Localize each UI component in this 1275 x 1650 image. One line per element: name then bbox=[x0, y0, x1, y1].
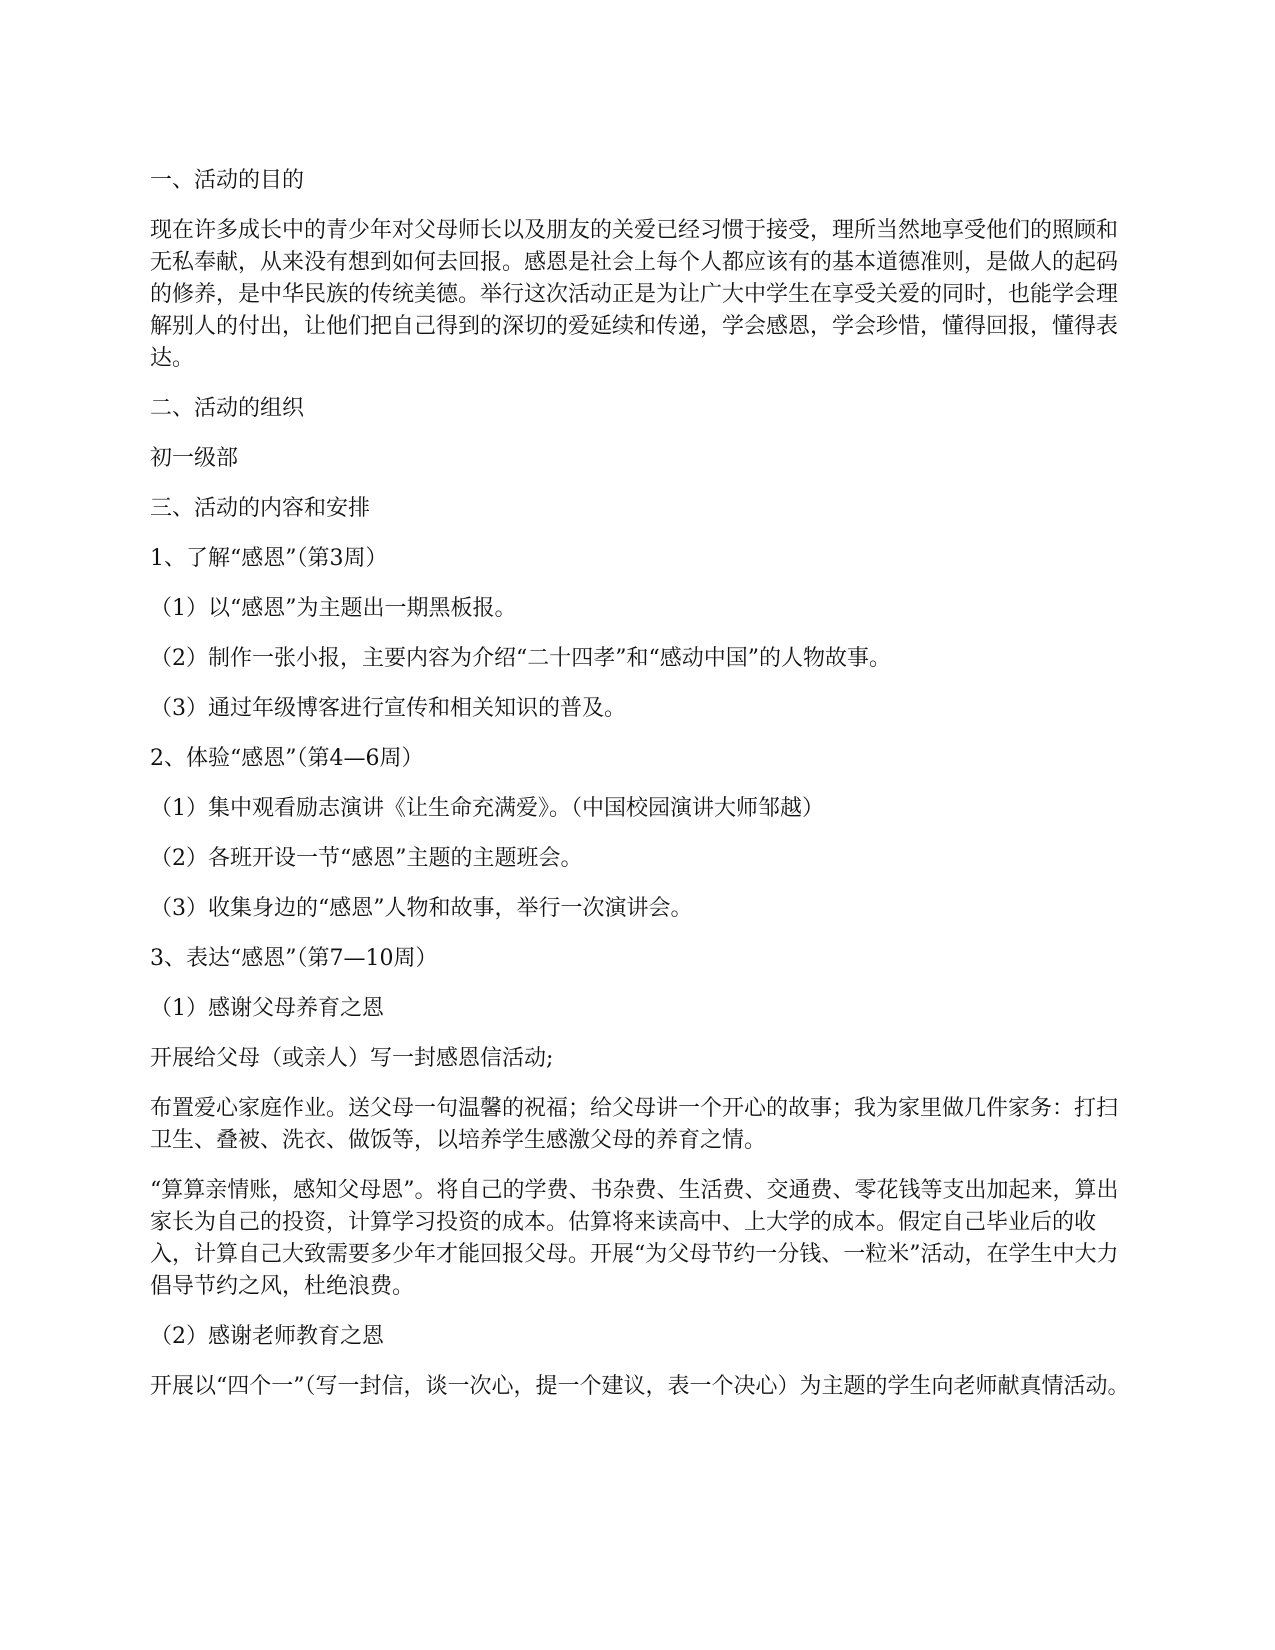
list-item: （2）各班开设一节“感恩”主题的主题班会。 bbox=[150, 846, 583, 871]
section-heading-purpose: 一、活动的目的 bbox=[150, 168, 305, 193]
list-item: （3）收集身边的“感恩”人物和故事，举行一次演讲会。 bbox=[150, 896, 693, 921]
list-item: （1）集中观看励志演讲《让生命充满爱》。（中国校园演讲大师邹越） bbox=[150, 796, 824, 821]
body-paragraph: 开展给父母（或亲人）写一封感恩信活动; bbox=[150, 1046, 554, 1071]
body-paragraph: 开展以“四个一”（写一封信，谈一次心，提一个建议，表一个决心）为主题的学生向老师献真情活动。 bbox=[150, 1374, 1130, 1399]
document-body bbox=[150, 165, 1130, 1421]
section-heading-content: 三、活动的内容和安排 bbox=[150, 496, 371, 521]
purpose-paragraph: 现在许多成长中的青少年对父母师长以及朋友的关爱已经习惯于接受，理所当然地享受他们的照顾和无私奉献，从来没有想到如何去回报。感恩是社会上每个人都应该有的基本道德准则，是做人的起码的修养，是中华民族的传统美德。举行这次活动正是为让广大中学生在享受关爱的同时，也能学会理解别人的付出，让他们把自己得到的深切的爱延续和传递，学会感恩，学会珍惜，懂得回报，懂得表达。 bbox=[150, 218, 1119, 371]
list-item: （1）感谢父母养育之恩 bbox=[150, 996, 384, 1021]
list-item: （2）制作一张小报，主要内容为介绍“二十四孝”和“感动中国”的人物故事。 bbox=[150, 646, 891, 671]
section-heading-organization: 二、活动的组织 bbox=[150, 396, 305, 421]
organization-paragraph: 初一级部 bbox=[150, 446, 239, 471]
list-item: （2）感谢老师教育之恩 bbox=[150, 1324, 384, 1349]
subsection-heading-express: 3、表达“感恩”（第7—10周） bbox=[150, 946, 438, 971]
body-paragraph: “算算亲情账，感知父母恩”。将自己的学费、书杂费、生活费、交通费、零花钱等支出加起来，算出家长为自己的投资，计算学习投资的成本。估算将来读高中、上大学的成本。假定自己毕业后的收入，计算自己大致需要多少年才能回报父母。开展“为父母节约一分钱、一粒米”活动，在学生中大力倡导节约之风，杜绝浪费。 bbox=[150, 1178, 1119, 1299]
body-paragraph: 布置爱心家庭作业。送父母一句温馨的祝福；给父母讲一个开心的故事；我为家里做几件家务：打扫卫生、叠被、洗衣、做饭等，以培养学生感激父母的养育之情。 bbox=[150, 1096, 1119, 1153]
list-item: （3）通过年级博客进行宣传和相关知识的普及。 bbox=[150, 696, 626, 721]
subsection-heading-experience: 2、体验“感恩”（第4—6周） bbox=[150, 746, 424, 771]
list-item: （1）以“感恩”为主题出一期黑板报。 bbox=[150, 596, 517, 621]
subsection-heading-understand: 1、了解“感恩”（第3周） bbox=[150, 546, 388, 571]
